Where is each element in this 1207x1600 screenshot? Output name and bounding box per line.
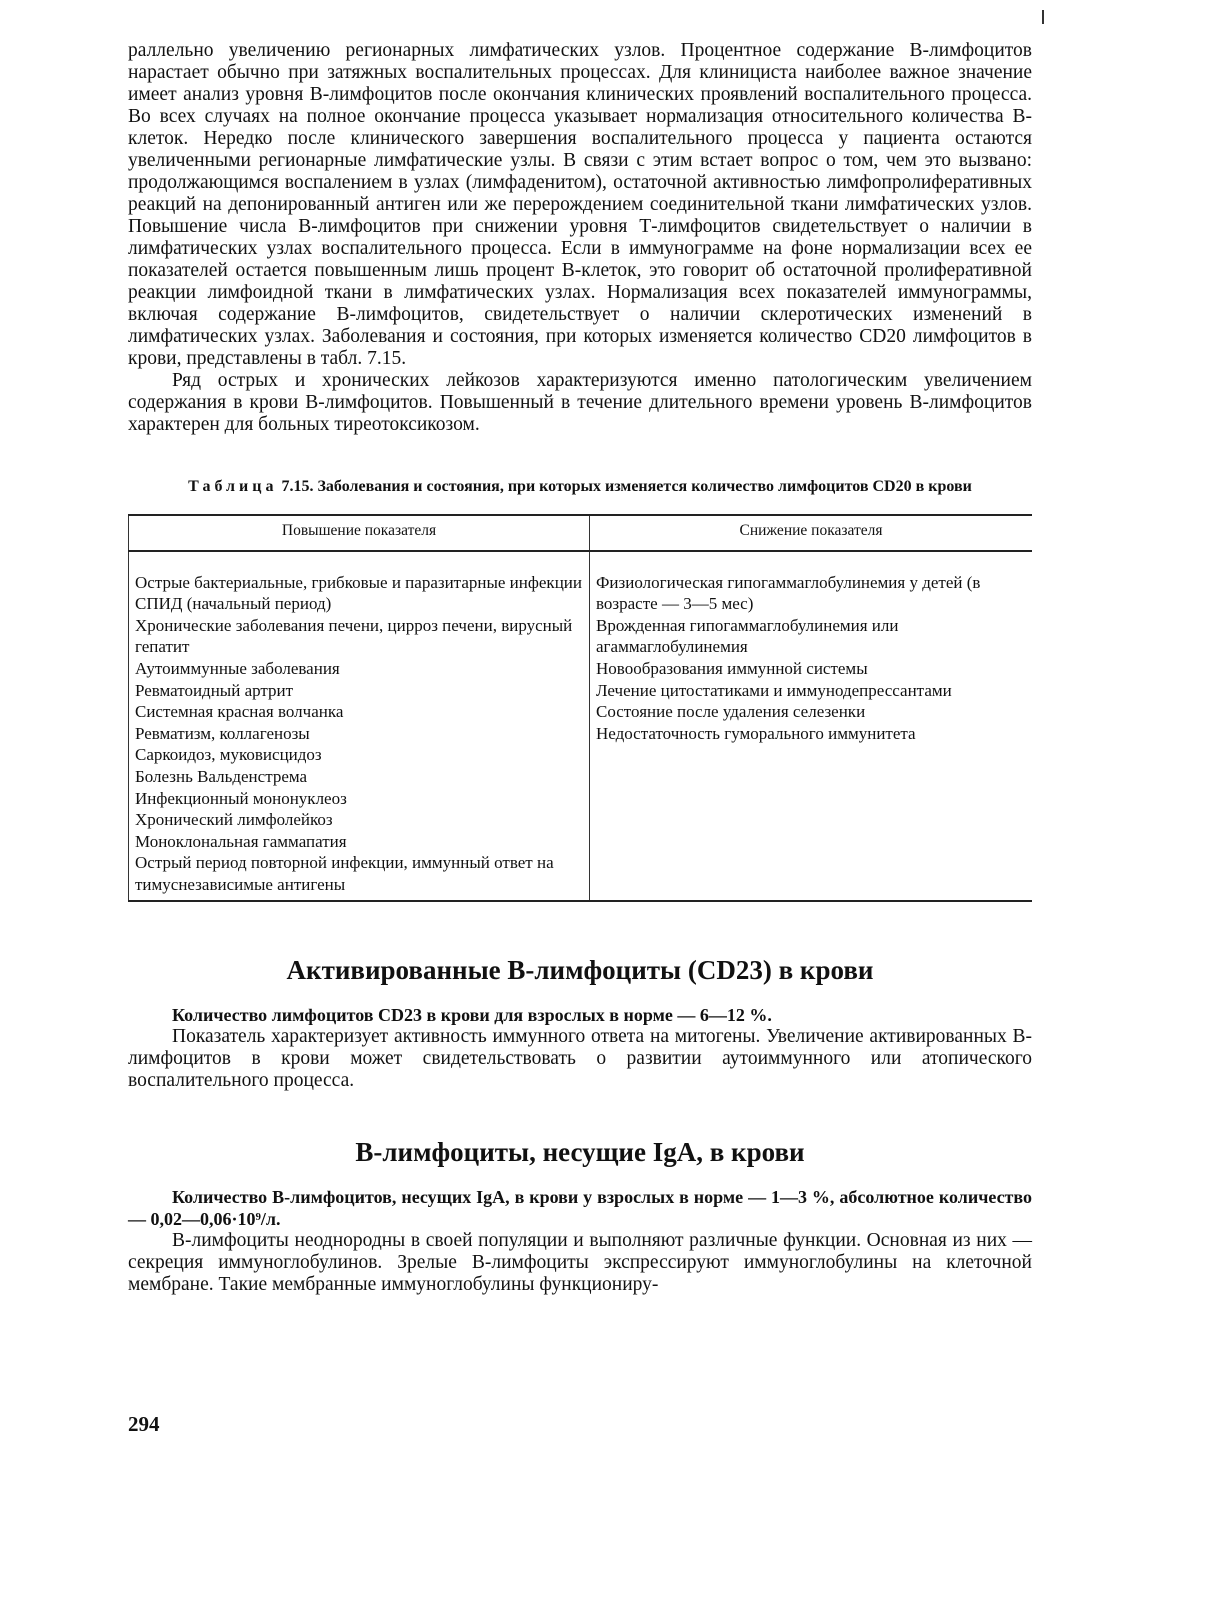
increase-item: Острый период повторной инфекции, иммунный ответ на тимуснезависимые антигены	[135, 853, 554, 894]
decrease-item: Физиологическая гипогаммаглобулинемия у детей (в возрасте — 3—5 мес)	[596, 572, 981, 614]
decrease-item: Недостаточность гуморального иммунитета	[596, 723, 916, 743]
increase-item: Инфекционный мононуклеоз	[135, 788, 347, 808]
cd23-norm: Количество лимфоцитов CD23 в крови для взрослых в норме — 6—12 %.	[172, 1004, 772, 1025]
page-edge-mark	[1042, 10, 1044, 24]
increase-item: Хронические заболевания печени, цирроз печени, вирусный гепатит	[135, 615, 573, 657]
increase-item: Моноклональная гаммапатия	[135, 831, 347, 851]
intro-paragraph-1: раллельно увеличению регионарных лимфатических узлов. Процентное содержание В-лимфоцитов нарастает обычно при затяжных воспалительных процессах. Для клинициста наиболее важное значение имеет анализ уровня В-лимфоцитов после окончания клинических проявлений воспалительного процесса. Во всех случаях на полное окончание процесса указывает нормализация относительного количества В-клеток. Нередко после клинического завершения воспалительного процесса у пациента остаются увеличенными регионарные лимфатические узлы. В связи с этим встает вопрос о том, чем это вызвано: продолжающимся воспалением в узлах (лимфаденитом), остаточной активностью лимфопролиферативных реакций на депонированный антиген или же перерождением соединительной ткани лимфатических узлов. Повышение числа В-лимфоцитов при снижении уровня Т-лимфоцитов свидетельствует о наличии в лимфатических узлах воспалительного процесса. Если в иммунограмме на фоне нормализации всех ее показателей остается повышенным лишь процент В-клеток, это говорит об остаточной пролиферативной реакции лимфоидной ткани в лимфатических узлах. Нормализация всех показателей иммунограммы, включая содержание В-лимфоцитов, свидетельствует о наличии склеротических изменений в лимфатических узлах. Заболевания и состояния, при которых изменяется количество CD20 лимфоцитов в крови, представлены в табл. 7.15.	[128, 40, 1032, 369]
increase-item: Хронический лимфолейкоз	[135, 810, 333, 830]
diseases-table	[128, 514, 1032, 902]
decrease-column	[590, 551, 1033, 901]
increase-item: Болезнь Вальденстрема	[135, 766, 308, 786]
table-caption-number: 7.15.	[281, 478, 314, 495]
page-number: 294	[128, 1412, 160, 1436]
increase-item: СПИД (начальный период)	[135, 594, 332, 614]
table-caption	[128, 478, 1032, 496]
increase-item: Системная красная волчанка	[135, 702, 344, 722]
increase-item: Ревматоидный артрит	[135, 680, 294, 700]
decrease-item: Врожденная гипогаммаглобулинемия или агаммаглобулинемия	[596, 615, 899, 657]
header-increase: Повышение показателя	[129, 515, 590, 551]
increase-item: Острые бактериальные, грибковые и паразитарные инфекции	[135, 572, 582, 592]
increase-item: Ревматизм, коллагенозы	[135, 723, 310, 743]
increase-column	[129, 551, 590, 901]
decrease-item: Состояние после удаления селезенки	[596, 702, 866, 722]
cd23-text: Показатель характеризует активность иммунного ответа на митогены. Увеличение активированных В-лимфоцитов в крови может свидетельствовать о развитии аутоиммунного или атопического воспалительного процесса.	[128, 1025, 1032, 1091]
decrease-item: Новообразования иммунной системы	[596, 658, 868, 678]
intro-paragraph-2: Ряд острых и хронических лейкозов характеризуются именно патологическим увеличением содержания в крови В-лимфоцитов. Повышенный в течение длительного времени уровень В-лимфоцитов характерен для больных тиреотоксикозом.	[128, 370, 1032, 435]
table-caption-label: Таблица	[188, 478, 278, 495]
iga-heading: В-лимфоциты, несущие IgA, в крови	[355, 1136, 805, 1167]
table-caption-text: Заболевания и состояния, при которых изменяется количество лимфоцитов CD20 в крови	[317, 478, 972, 495]
cd23-heading: Активированные В-лимфоциты (CD23) в крови	[286, 954, 874, 985]
page-content	[128, 40, 1032, 1296]
header-decrease: Снижение показателя	[590, 515, 1033, 551]
iga-text: В-лимфоциты неоднородны в своей популяции и выполняют различные функции. Основная из них — секреция иммуноглобулинов. Зрелые В-лимфоциты экспрессируют иммуноглобулины на клеточной мембране. Такие мембранные иммуноглобулины функциониру-	[128, 1229, 1032, 1295]
iga-norm: Количество В-лимфоцитов, несущих IgA, в крови у взрослых в норме — 1—3 %, абсолютное количество — 0,02—0,06·10⁹/л.	[128, 1186, 1032, 1229]
increase-item: Аутоиммунные заболевания	[135, 658, 340, 678]
decrease-item: Лечение цитостатиками и иммунодепрессантами	[596, 680, 952, 700]
increase-item: Саркоидоз, муковисцидоз	[135, 745, 322, 765]
